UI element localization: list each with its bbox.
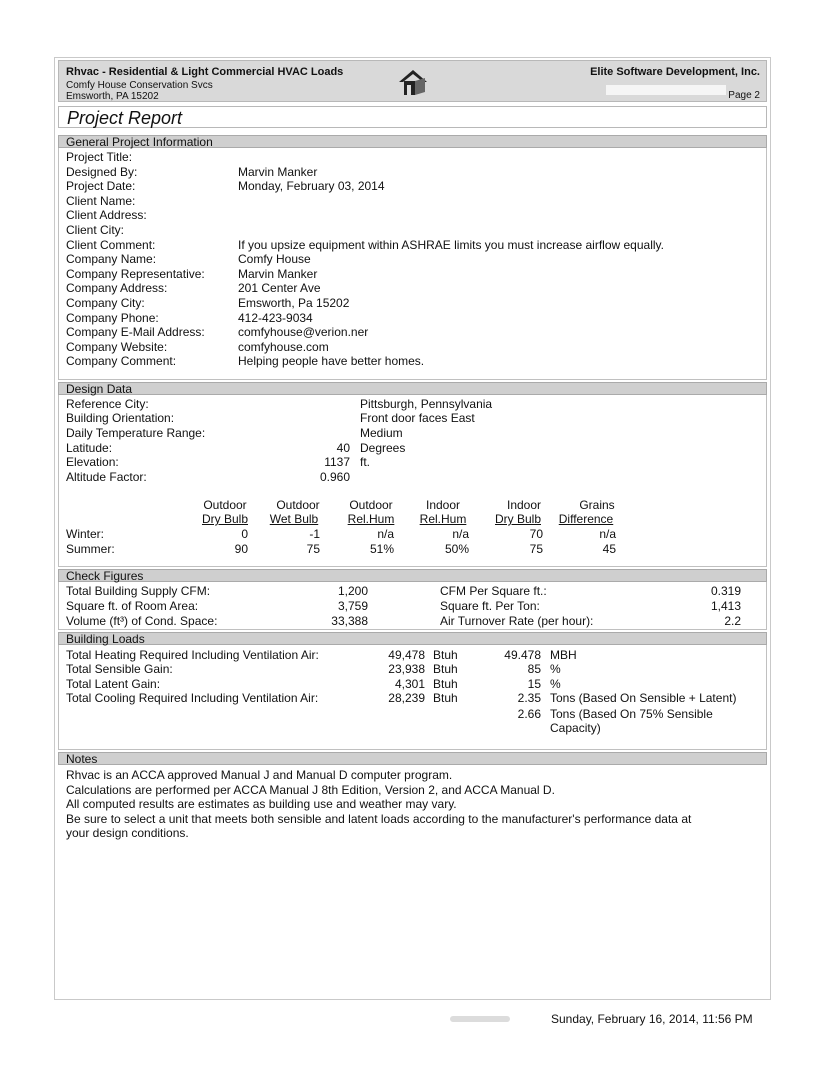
latent-pct: 15 <box>527 677 541 691</box>
check-heading: Check Figures <box>58 569 767 582</box>
cfm-per-sqft-label: CFM Per Square ft.: <box>440 584 547 598</box>
winter-label: Winter: <box>66 527 105 541</box>
winter-value: n/a <box>452 527 469 541</box>
winter-value: 0 <box>241 527 248 541</box>
general-value: Marvin Manker <box>238 164 318 179</box>
summer-value: 75 <box>529 542 543 556</box>
elevation-unit: ft. <box>360 455 371 469</box>
winter-value: n/a <box>599 527 616 541</box>
tons-total: 2.35 <box>517 691 541 705</box>
general-value: Marvin Manker <box>238 266 318 281</box>
general-label: Client Comment: <box>66 237 156 252</box>
general-value: Emsworth, Pa 15202 <box>238 296 350 310</box>
elevation-label: Elevation: <box>66 455 119 469</box>
heating-label: Total Heating Required Including Ventilation Air: <box>66 648 319 662</box>
sqft-per-ton-label: Square ft. Per Ton: <box>440 599 540 613</box>
heating-unit: Btuh <box>433 648 458 662</box>
col-header-bottom: Dry Bulb <box>201 512 248 526</box>
note-line: Calculations are performed per ACCA Manual J 8th Edition, Version 2, and ACCA Manual D. <box>66 782 555 797</box>
col-header-top: Grains <box>579 498 615 512</box>
report-title: Project Report <box>58 106 767 128</box>
tons-sensible-text2: Capacity) <box>550 721 601 735</box>
winter-value: n/a <box>377 527 394 541</box>
sensible-value: 23,938 <box>388 662 425 676</box>
sensible-unit: Btuh <box>433 662 458 676</box>
summer-value: 51% <box>369 542 394 556</box>
heating-mbh: 49.478 <box>504 648 541 662</box>
supply-cfm-label: Total Building Supply CFM: <box>66 584 211 598</box>
temp-range-label: Daily Temperature Range: <box>66 426 206 440</box>
general-value: comfyhouse@verion.ner <box>238 325 369 340</box>
general-value: 412-423-9034 <box>238 310 313 325</box>
general-label: Project Date: <box>66 179 136 194</box>
house-logo-icon <box>395 66 431 98</box>
temp-range: Medium <box>360 426 403 440</box>
general-label: Company Website: <box>66 339 168 354</box>
general-label: Client Name: <box>66 193 136 208</box>
general-label: Client Address: <box>66 208 147 223</box>
program-title: Rhvac - Residential & Light Commercial HVAC Loads <box>66 66 344 78</box>
location-line: Emsworth, PA 15202 <box>66 91 159 102</box>
altitude: 0.960 <box>319 470 350 484</box>
orientation-label: Building Orientation: <box>66 411 175 425</box>
general-label: Project Title: <box>66 150 133 164</box>
volume-label: Volume (ft³) of Cond. Space: <box>66 614 218 628</box>
tons-sensible: 2.66 <box>517 707 541 721</box>
supply-cfm: 1,200 <box>337 584 368 598</box>
general-heading: General Project Information <box>58 135 767 148</box>
general-label: Company Representative: <box>66 266 205 281</box>
col-header-bottom: Dry Bulb <box>494 512 541 526</box>
general-label: Company E-Mail Address: <box>66 325 205 340</box>
heating-value: 49,478 <box>388 648 425 662</box>
redaction-mask <box>606 85 726 95</box>
general-value: comfyhouse.com <box>238 339 329 354</box>
general-value: 201 Center Ave <box>238 281 321 296</box>
orientation: Front door faces East <box>360 411 475 425</box>
winter-value: -1 <box>309 527 320 541</box>
vendor-name: Elite Software Development, Inc. <box>590 66 760 78</box>
latitude-unit: Degrees <box>360 441 406 455</box>
col-header-bottom: Rel.Hum <box>347 512 395 526</box>
general-label: Designed By: <box>66 164 138 179</box>
room-area-label: Square ft. of Room Area: <box>66 599 199 613</box>
latitude: 40 <box>336 441 350 455</box>
cooling-unit: Btuh <box>433 691 458 705</box>
reference-city: Pittsburgh, Pennsylvania <box>360 397 493 411</box>
general-value: Monday, February 03, 2014 <box>238 179 385 194</box>
tons-total-text: Tons (Based On Sensible + Latent) <box>550 691 737 705</box>
col-header-bottom: Rel.Hum <box>419 512 467 526</box>
general-label: Company Name: <box>66 252 157 267</box>
note-line: All computed results are estimates as building use and weather may vary. <box>66 797 457 811</box>
summer-value: 50% <box>444 542 469 556</box>
cooling-label: Total Cooling Required Including Ventilation Air: <box>66 691 319 705</box>
general-label: Company Phone: <box>66 310 159 325</box>
summer-label: Summer: <box>66 542 115 556</box>
sqft-per-ton: 1,413 <box>710 599 741 613</box>
general-value: Helping people have better homes. <box>238 354 425 369</box>
general-label: Client City: <box>66 223 125 237</box>
footer-smudge <box>450 1016 510 1022</box>
sensible-pct-unit: % <box>550 662 561 676</box>
col-header-top: Outdoor <box>276 498 320 512</box>
note-line: Rhvac is an ACCA approved Manual J and Manual D computer program. <box>66 768 453 782</box>
tons-sensible-text: Tons (Based On 75% Sensible <box>550 707 713 721</box>
cooling-value: 28,239 <box>388 691 425 705</box>
col-header-bottom: Difference <box>558 512 614 526</box>
heating-mbh-unit: MBH <box>550 648 577 662</box>
latent-pct-unit: % <box>550 677 561 691</box>
col-header-top: Indoor <box>425 498 461 512</box>
general-label: Company City: <box>66 296 145 310</box>
summer-value: 90 <box>234 542 248 556</box>
notes-heading: Notes <box>58 752 767 765</box>
air-turnover-label: Air Turnover Rate (per hour): <box>440 614 594 628</box>
general-value: Comfy House <box>238 252 311 267</box>
summer-value: 45 <box>602 542 616 556</box>
room-area: 3,759 <box>337 599 368 613</box>
note-line: Be sure to select a unit that meets both sensible and latent loads according to the manufacturer's performance data at <box>66 811 692 826</box>
latitude-label: Latitude: <box>66 441 113 455</box>
loads-heading: Building Loads <box>58 632 767 645</box>
elevation: 1137 <box>324 455 350 469</box>
page-number: Page 2 <box>728 90 760 101</box>
latent-value: 4,301 <box>394 677 425 691</box>
company-line: Comfy House Conservation Svcs <box>66 80 213 91</box>
latent-label: Total Latent Gain: <box>66 677 161 691</box>
general-label: Company Address: <box>66 281 168 296</box>
reference-city-label: Reference City: <box>66 397 149 411</box>
sensible-pct: 85 <box>527 662 541 676</box>
volume: 33,388 <box>331 614 368 628</box>
summer-value: 75 <box>306 542 320 556</box>
report-header <box>58 60 767 102</box>
col-header-top: Outdoor <box>203 498 247 512</box>
note-line: your design conditions. <box>66 826 189 840</box>
air-turnover: 2.2 <box>724 614 741 628</box>
sensible-label: Total Sensible Gain: <box>66 662 173 676</box>
col-header-top: Outdoor <box>349 498 393 512</box>
design-heading: Design Data <box>58 382 767 395</box>
general-value: If you upsize equipment within ASHRAE limits you must increase airflow equally. <box>238 237 664 252</box>
col-header-top: Indoor <box>506 498 542 512</box>
general-label: Company Comment: <box>66 354 177 369</box>
latent-unit: Btuh <box>433 677 458 691</box>
winter-value: 70 <box>529 527 543 541</box>
cfm-per-sqft: 0.319 <box>710 584 741 598</box>
col-header-bottom: Wet Bulb <box>269 512 319 526</box>
altitude-label: Altitude Factor: <box>66 470 147 484</box>
footer-timestamp: Sunday, February 16, 2014, 11:56 PM <box>551 1012 753 1026</box>
